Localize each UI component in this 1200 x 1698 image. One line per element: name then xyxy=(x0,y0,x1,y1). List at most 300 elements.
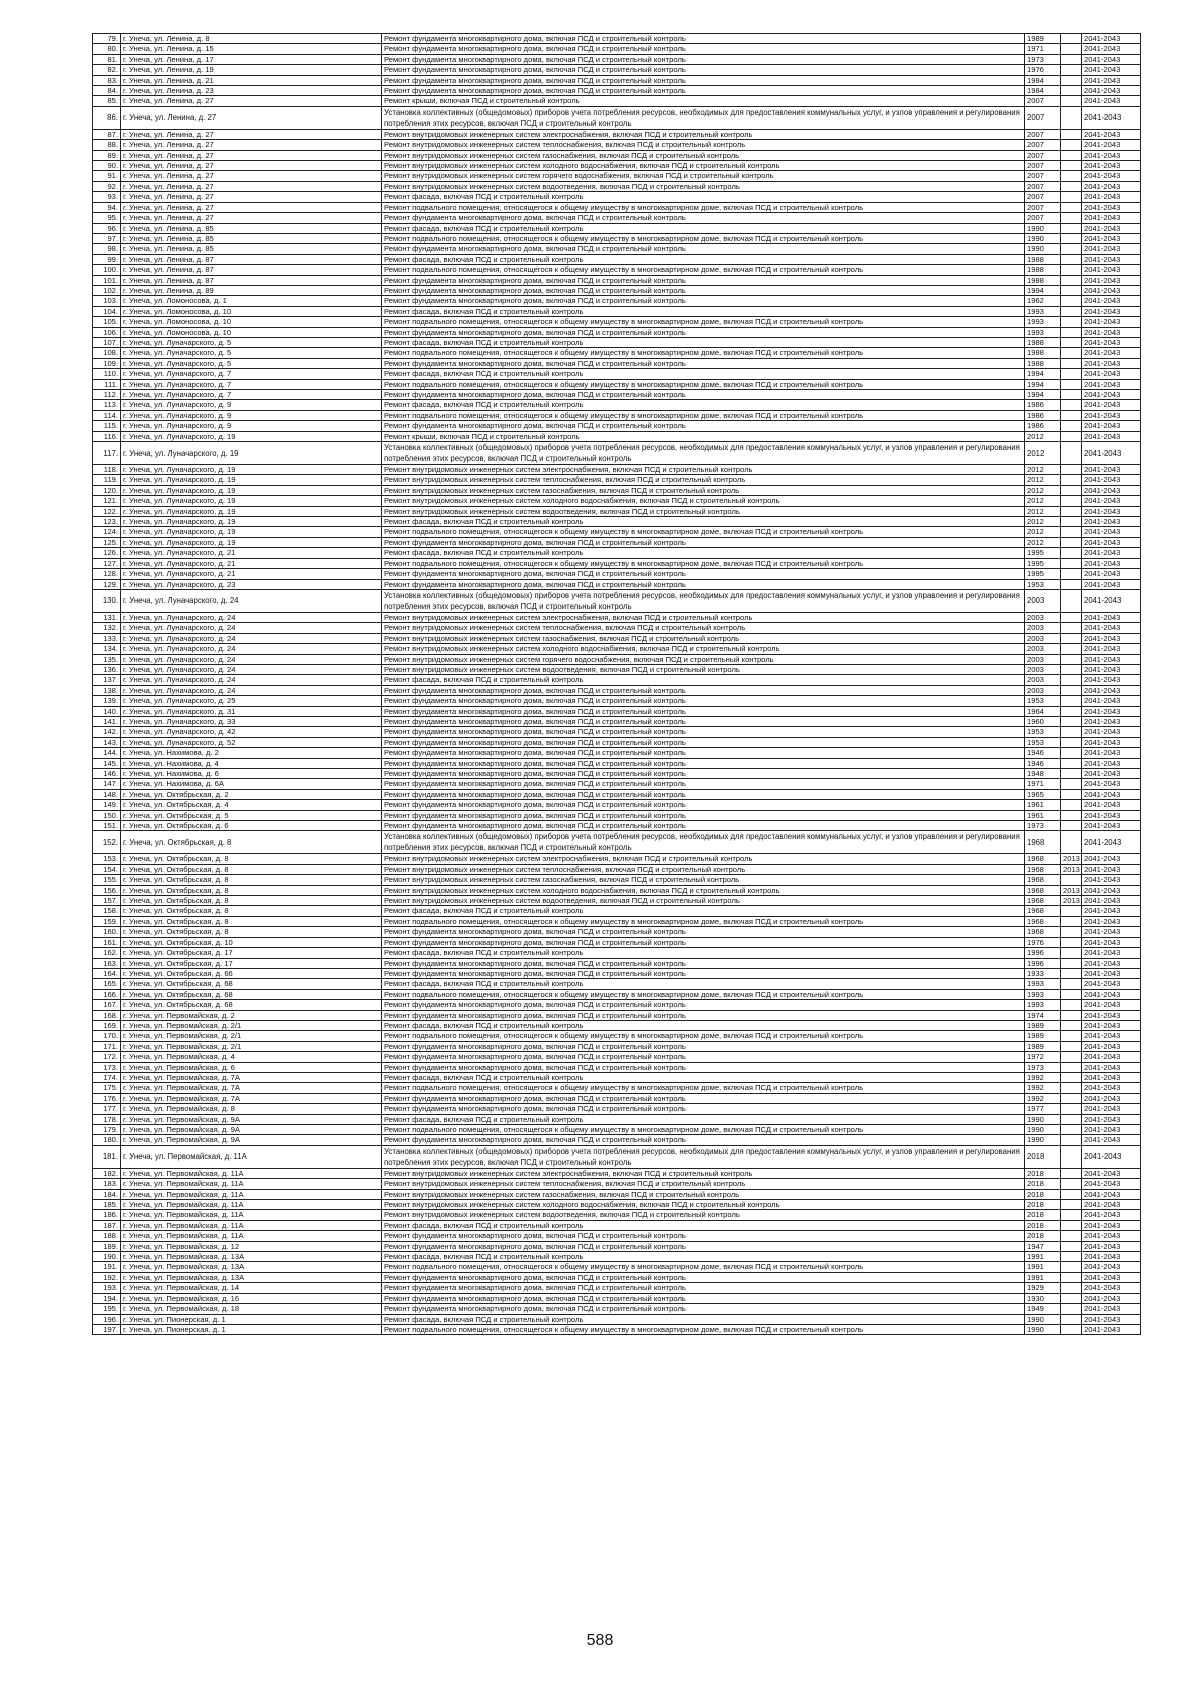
commissioning-year-cell: 1948 xyxy=(1025,769,1061,779)
row-number: 116. xyxy=(93,431,121,441)
planned-period-cell: 2041-2043 xyxy=(1082,348,1141,358)
planned-period-cell: 2041-2043 xyxy=(1082,633,1141,643)
address-cell: г. Унеча, ул. Ленина, д. 27 xyxy=(121,192,382,202)
address-cell: г. Унеча, ул. Пионерская, д. 1 xyxy=(121,1314,382,1324)
address-cell: г. Унеча, ул. Октябрьская, д. 8 xyxy=(121,906,382,916)
commissioning-year-cell: 2018 xyxy=(1025,1231,1061,1241)
address-cell: г. Унеча, ул. Октябрьская, д. 8 xyxy=(121,896,382,906)
last-repair-year-cell xyxy=(1061,317,1082,327)
row-number: 171. xyxy=(93,1041,121,1051)
commissioning-year-cell: 1988 xyxy=(1025,348,1061,358)
planned-period-cell: 2041-2043 xyxy=(1082,1210,1141,1220)
commissioning-year-cell: 1965 xyxy=(1025,789,1061,799)
address-cell: г. Унеча, ул. Первомайская, д. 11А xyxy=(121,1200,382,1210)
address-cell: г. Унеча, ул. Луначарского, д. 19 xyxy=(121,485,382,495)
planned-period-cell: 2041-2043 xyxy=(1082,1293,1141,1303)
row-number: 163. xyxy=(93,958,121,968)
planned-period-cell: 2041-2043 xyxy=(1082,769,1141,779)
work-type-cell: Ремонт фасада, включая ПСД и строительный контроль xyxy=(382,906,1025,916)
row-number: 132. xyxy=(93,623,121,633)
address-cell: г. Унеча, ул. Луначарского, д. 5 xyxy=(121,348,382,358)
work-type-cell: Ремонт фундамента многоквартирного дома, включая ПСД и строительный контроль xyxy=(382,696,1025,706)
address-cell: г. Унеча, ул. Луначарского, д. 7 xyxy=(121,390,382,400)
planned-period-cell: 2041-2043 xyxy=(1082,1262,1141,1272)
planned-period-cell: 2041-2043 xyxy=(1082,327,1141,337)
table-row xyxy=(93,431,1141,441)
table-row xyxy=(93,129,1141,139)
last-repair-year-cell: 2013 xyxy=(1061,896,1082,906)
row-number: 185. xyxy=(93,1200,121,1210)
commissioning-year-cell: 1995 xyxy=(1025,548,1061,558)
last-repair-year-cell xyxy=(1061,1272,1082,1282)
last-repair-year-cell xyxy=(1061,537,1082,547)
work-type-cell: Ремонт фундамента многоквартирного дома, включая ПСД и строительный контроль xyxy=(382,1304,1025,1314)
planned-period-cell: 2041-2043 xyxy=(1082,706,1141,716)
row-number: 102. xyxy=(93,285,121,295)
address-cell: г. Унеча, ул. Ленина, д. 85 xyxy=(121,223,382,233)
commissioning-year-cell: 1989 xyxy=(1025,34,1061,44)
address-cell: г. Унеча, ул. Первомайская, д. 11А xyxy=(121,1210,382,1220)
row-number: 92. xyxy=(93,181,121,191)
last-repair-year-cell xyxy=(1061,442,1082,465)
table-row xyxy=(93,875,1141,885)
work-type-cell: Ремонт фундамента многоквартирного дома, включая ПСД и строительный контроль xyxy=(382,1283,1025,1293)
address-cell: г. Унеча, ул. Ленина, д. 17 xyxy=(121,54,382,64)
work-type-cell: Ремонт фундамента многоквартирного дома, включая ПСД и строительный контроль xyxy=(382,800,1025,810)
commissioning-year-cell: 1933 xyxy=(1025,968,1061,978)
planned-period-cell: 2041-2043 xyxy=(1082,1041,1141,1051)
table-row xyxy=(93,1031,1141,1041)
work-type-cell: Ремонт фасада, включая ПСД и строительный контроль xyxy=(382,1314,1025,1324)
work-type-cell: Ремонт внутридомовых инженерных систем электроснабжения, включая ПСД и строительный контроль xyxy=(382,612,1025,622)
work-type-cell: Ремонт подвального помещения, относящегося к общему имуществу в многоквартирном доме, включая ПСД и строительный контроль xyxy=(382,410,1025,420)
last-repair-year-cell xyxy=(1061,410,1082,420)
last-repair-year-cell xyxy=(1061,369,1082,379)
address-cell: г. Унеча, ул. Луначарского, д. 19 xyxy=(121,475,382,485)
last-repair-year-cell xyxy=(1061,244,1082,254)
last-repair-year-cell xyxy=(1061,1304,1082,1314)
planned-period-cell: 2041-2043 xyxy=(1082,537,1141,547)
last-repair-year-cell xyxy=(1061,748,1082,758)
last-repair-year-cell xyxy=(1061,589,1082,612)
work-type-cell: Ремонт фундамента многоквартирного дома, включая ПСД и строительный контроль xyxy=(382,1093,1025,1103)
work-type-cell: Ремонт фундамента многоквартирного дома, включая ПСД и строительный контроль xyxy=(382,716,1025,726)
table-row xyxy=(93,75,1141,85)
work-type-cell: Ремонт подвального помещения, относящегося к общему имуществу в многоквартирном доме, включая ПСД и строительный контроль xyxy=(382,527,1025,537)
planned-period-cell: 2041-2043 xyxy=(1082,233,1141,243)
commissioning-year-cell: 1995 xyxy=(1025,569,1061,579)
table-row xyxy=(93,1262,1141,1272)
last-repair-year-cell xyxy=(1061,1083,1082,1093)
work-type-cell: Ремонт фундамента многоквартирного дома, включая ПСД и строительный контроль xyxy=(382,789,1025,799)
commissioning-year-cell: 2007 xyxy=(1025,192,1061,202)
row-number: 133. xyxy=(93,633,121,643)
last-repair-year-cell xyxy=(1061,181,1082,191)
row-number: 106. xyxy=(93,327,121,337)
table-row xyxy=(93,1093,1141,1103)
address-cell: г. Унеча, ул. Луначарского, д. 24 xyxy=(121,675,382,685)
last-repair-year-cell xyxy=(1061,223,1082,233)
planned-period-cell: 2041-2043 xyxy=(1082,968,1141,978)
address-cell: г. Унеча, ул. Ленина, д. 27 xyxy=(121,106,382,129)
commissioning-year-cell: 1988 xyxy=(1025,265,1061,275)
work-type-cell: Ремонт фундамента многоквартирного дома, включая ПСД и строительный контроль xyxy=(382,1272,1025,1282)
planned-period-cell: 2041-2043 xyxy=(1082,465,1141,475)
commissioning-year-cell: 1968 xyxy=(1025,831,1061,854)
planned-period-cell: 2041-2043 xyxy=(1082,1072,1141,1082)
planned-period-cell: 2041-2043 xyxy=(1082,558,1141,568)
planned-period-cell: 2041-2043 xyxy=(1082,716,1141,726)
work-type-cell: Ремонт внутридомовых инженерных систем холодного водоснабжения, включая ПСД и строительный контроль xyxy=(382,161,1025,171)
last-repair-year-cell xyxy=(1061,875,1082,885)
commissioning-year-cell: 1988 xyxy=(1025,254,1061,264)
last-repair-year-cell xyxy=(1061,989,1082,999)
work-type-cell: Ремонт фундамента многоквартирного дома, включая ПСД и строительный контроль xyxy=(382,327,1025,337)
work-type-cell: Ремонт фундамента многоквартирного дома, включая ПСД и строительный контроль xyxy=(382,758,1025,768)
row-number: 148. xyxy=(93,789,121,799)
table-row xyxy=(93,1252,1141,1262)
commissioning-year-cell: 1953 xyxy=(1025,696,1061,706)
commissioning-year-cell: 1994 xyxy=(1025,369,1061,379)
work-type-cell: Ремонт фундамента многоквартирного дома, включая ПСД и строительный контроль xyxy=(382,358,1025,368)
commissioning-year-cell: 2018 xyxy=(1025,1168,1061,1178)
table-row xyxy=(93,644,1141,654)
last-repair-year-cell xyxy=(1061,358,1082,368)
planned-period-cell: 2041-2043 xyxy=(1082,1135,1141,1145)
commissioning-year-cell: 2007 xyxy=(1025,181,1061,191)
last-repair-year-cell xyxy=(1061,140,1082,150)
table-row xyxy=(93,1125,1141,1135)
planned-period-cell: 2041-2043 xyxy=(1082,654,1141,664)
address-cell: г. Унеча, ул. Ленина, д. 8 xyxy=(121,34,382,44)
commissioning-year-cell: 1968 xyxy=(1025,875,1061,885)
address-cell: г. Унеча, ул. Луначарского, д. 9 xyxy=(121,421,382,431)
work-type-cell: Ремонт фасада, включая ПСД и строительный контроль xyxy=(382,948,1025,958)
address-cell: г. Унеча, ул. Октябрьская, д. 17 xyxy=(121,958,382,968)
planned-period-cell: 2041-2043 xyxy=(1082,1031,1141,1041)
table-row xyxy=(93,337,1141,347)
last-repair-year-cell xyxy=(1061,1125,1082,1135)
last-repair-year-cell xyxy=(1061,1020,1082,1030)
last-repair-year-cell xyxy=(1061,265,1082,275)
commissioning-year-cell: 1973 xyxy=(1025,821,1061,831)
work-type-cell: Ремонт крыши, включая ПСД и строительный контроль xyxy=(382,431,1025,441)
row-number: 115. xyxy=(93,421,121,431)
planned-period-cell: 2041-2043 xyxy=(1082,748,1141,758)
commissioning-year-cell: 2018 xyxy=(1025,1179,1061,1189)
work-type-cell: Ремонт фундамента многоквартирного дома, включая ПСД и строительный контроль xyxy=(382,1293,1025,1303)
commissioning-year-cell: 1992 xyxy=(1025,1072,1061,1082)
commissioning-year-cell: 1968 xyxy=(1025,927,1061,937)
row-number: 82. xyxy=(93,65,121,75)
table-row xyxy=(93,506,1141,516)
planned-period-cell: 2041-2043 xyxy=(1082,475,1141,485)
last-repair-year-cell xyxy=(1061,675,1082,685)
commissioning-year-cell: 2012 xyxy=(1025,527,1061,537)
work-type-cell: Установка коллективных (общедомовых) приборов учета потребления ресурсов, необходимых для предоставления коммунальных услуг, и узлов управления и регулирования потребления этих ресурсов, включая ПСД и строительный контроль xyxy=(382,442,1025,465)
last-repair-year-cell xyxy=(1061,1072,1082,1082)
address-cell: г. Унеча, ул. Ленина, д. 85 xyxy=(121,244,382,254)
address-cell: г. Унеча, ул. Луначарского, д. 19 xyxy=(121,537,382,547)
address-cell: г. Унеча, ул. Луначарского, д. 52 xyxy=(121,737,382,747)
commissioning-year-cell: 1973 xyxy=(1025,1062,1061,1072)
address-cell: г. Унеча, ул. Пионерская, д. 1 xyxy=(121,1324,382,1334)
row-number: 112. xyxy=(93,390,121,400)
last-repair-year-cell xyxy=(1061,758,1082,768)
row-number: 85. xyxy=(93,96,121,106)
work-type-cell: Ремонт подвального помещения, относящегося к общему имуществу в многоквартирном доме, включая ПСД и строительный контроль xyxy=(382,265,1025,275)
planned-period-cell: 2041-2043 xyxy=(1082,916,1141,926)
table-row xyxy=(93,789,1141,799)
planned-period-cell: 2041-2043 xyxy=(1082,140,1141,150)
last-repair-year-cell xyxy=(1061,664,1082,674)
row-number: 104. xyxy=(93,306,121,316)
row-number: 149. xyxy=(93,800,121,810)
planned-period-cell: 2041-2043 xyxy=(1082,1304,1141,1314)
last-repair-year-cell xyxy=(1061,548,1082,558)
commissioning-year-cell: 1990 xyxy=(1025,233,1061,243)
last-repair-year-cell xyxy=(1061,86,1082,96)
address-cell: г. Унеча, ул. Луначарского, д. 19 xyxy=(121,527,382,537)
commissioning-year-cell: 2003 xyxy=(1025,589,1061,612)
last-repair-year-cell xyxy=(1061,727,1082,737)
commissioning-year-cell: 1930 xyxy=(1025,1293,1061,1303)
table-row xyxy=(93,517,1141,527)
planned-period-cell: 2041-2043 xyxy=(1082,379,1141,389)
commissioning-year-cell: 1946 xyxy=(1025,758,1061,768)
commissioning-year-cell: 2018 xyxy=(1025,1200,1061,1210)
planned-period-cell: 2041-2043 xyxy=(1082,337,1141,347)
work-type-cell: Ремонт подвального помещения, относящегося к общему имуществу в многоквартирном доме, включая ПСД и строительный контроль xyxy=(382,1324,1025,1334)
commissioning-year-cell: 1992 xyxy=(1025,1093,1061,1103)
commissioning-year-cell: 2018 xyxy=(1025,1210,1061,1220)
address-cell: г. Унеча, ул. Первомайская, д. 14 xyxy=(121,1283,382,1293)
table-row xyxy=(93,106,1141,129)
row-number: 136. xyxy=(93,664,121,674)
address-cell: г. Унеча, ул. Ленина, д. 27 xyxy=(121,181,382,191)
table-row xyxy=(93,161,1141,171)
address-cell: г. Унеча, ул. Ломоносова, д. 10 xyxy=(121,317,382,327)
planned-period-cell: 2041-2043 xyxy=(1082,369,1141,379)
commissioning-year-cell: 2007 xyxy=(1025,150,1061,160)
row-number: 96. xyxy=(93,223,121,233)
table-row xyxy=(93,769,1141,779)
commissioning-year-cell: 1996 xyxy=(1025,948,1061,958)
row-number: 98. xyxy=(93,244,121,254)
address-cell: г. Унеча, ул. Первомайская, д. 9А xyxy=(121,1125,382,1135)
address-cell: г. Унеча, ул. Первомайская, д. 4 xyxy=(121,1052,382,1062)
row-number: 83. xyxy=(93,75,121,85)
last-repair-year-cell xyxy=(1061,379,1082,389)
commissioning-year-cell: 1961 xyxy=(1025,800,1061,810)
last-repair-year-cell xyxy=(1061,958,1082,968)
last-repair-year-cell xyxy=(1061,979,1082,989)
commissioning-year-cell: 2012 xyxy=(1025,431,1061,441)
work-type-cell: Ремонт внутридомовых инженерных систем теплоснабжения, включая ПСД и строительный контроль xyxy=(382,140,1025,150)
last-repair-year-cell xyxy=(1061,54,1082,64)
address-cell: г. Унеча, ул. Первомайская, д. 16 xyxy=(121,1293,382,1303)
work-type-cell: Ремонт крыши, включая ПСД и строительный контроль xyxy=(382,96,1025,106)
commissioning-year-cell: 1990 xyxy=(1025,1314,1061,1324)
table-row xyxy=(93,633,1141,643)
row-number: 125. xyxy=(93,537,121,547)
planned-period-cell: 2041-2043 xyxy=(1082,1283,1141,1293)
commissioning-year-cell: 1988 xyxy=(1025,358,1061,368)
row-number: 142. xyxy=(93,727,121,737)
planned-period-cell: 2041-2043 xyxy=(1082,192,1141,202)
table-row xyxy=(93,579,1141,589)
work-type-cell: Ремонт фундамента многоквартирного дома, включая ПСД и строительный контроль xyxy=(382,737,1025,747)
row-number: 86. xyxy=(93,106,121,129)
commissioning-year-cell: 1992 xyxy=(1025,1083,1061,1093)
row-number: 126. xyxy=(93,548,121,558)
address-cell: г. Унеча, ул. Ленина, д. 27 xyxy=(121,150,382,160)
planned-period-cell: 2041-2043 xyxy=(1082,1241,1141,1251)
table-row xyxy=(93,1072,1141,1082)
table-row xyxy=(93,906,1141,916)
commissioning-year-cell: 1993 xyxy=(1025,317,1061,327)
work-type-cell: Установка коллективных (общедомовых) приборов учета потребления ресурсов, необходимых для предоставления коммунальных услуг, и узлов управления и регулирования потребления этих ресурсов, включая ПСД и строительный контроль xyxy=(382,589,1025,612)
last-repair-year-cell xyxy=(1061,1231,1082,1241)
work-type-cell: Установка коллективных (общедомовых) приборов учета потребления ресурсов, необходимых для предоставления коммунальных услуг, и узлов управления и регулирования потребления этих ресурсов, включая ПСД и строительный контроль xyxy=(382,831,1025,854)
commissioning-year-cell: 2012 xyxy=(1025,475,1061,485)
row-number: 189. xyxy=(93,1241,121,1251)
row-number: 137. xyxy=(93,675,121,685)
last-repair-year-cell xyxy=(1061,1262,1082,1272)
table-row xyxy=(93,1145,1141,1168)
table-row xyxy=(93,685,1141,695)
planned-period-cell: 2041-2043 xyxy=(1082,410,1141,420)
work-type-cell: Ремонт внутридомовых инженерных систем холодного водоснабжения, включая ПСД и строительный контроль xyxy=(382,644,1025,654)
row-number: 174. xyxy=(93,1072,121,1082)
table-row xyxy=(93,706,1141,716)
work-type-cell: Ремонт фундамента многоквартирного дома, включая ПСД и строительный контроль xyxy=(382,275,1025,285)
planned-period-cell: 2041-2043 xyxy=(1082,1114,1141,1124)
commissioning-year-cell: 1989 xyxy=(1025,1020,1061,1030)
address-cell: г. Унеча, ул. Луначарского, д. 19 xyxy=(121,517,382,527)
commissioning-year-cell: 1964 xyxy=(1025,706,1061,716)
last-repair-year-cell xyxy=(1061,927,1082,937)
work-type-cell: Ремонт фасада, включая ПСД и строительный контроль xyxy=(382,306,1025,316)
planned-period-cell: 2041-2043 xyxy=(1082,569,1141,579)
table-row xyxy=(93,1293,1141,1303)
row-number: 146. xyxy=(93,769,121,779)
planned-period-cell: 2041-2043 xyxy=(1082,1324,1141,1334)
address-cell: г. Унеча, ул. Ленина, д. 87 xyxy=(121,275,382,285)
commissioning-year-cell: 1986 xyxy=(1025,410,1061,420)
row-number: 90. xyxy=(93,161,121,171)
row-number: 122. xyxy=(93,506,121,516)
address-cell: г. Унеча, ул. Ленина, д. 85 xyxy=(121,233,382,243)
table-row xyxy=(93,296,1141,306)
row-number: 147. xyxy=(93,779,121,789)
row-number: 119. xyxy=(93,475,121,485)
row-number: 150. xyxy=(93,810,121,820)
work-type-cell: Ремонт фундамента многоквартирного дома, включая ПСД и строительный контроль xyxy=(382,390,1025,400)
work-type-cell: Ремонт фундамента многоквартирного дома, включая ПСД и строительный контроль xyxy=(382,821,1025,831)
work-type-cell: Ремонт подвального помещения, относящегося к общему имуществу в многоквартирном доме, включая ПСД и строительный контроль xyxy=(382,202,1025,212)
work-type-cell: Ремонт фундамента многоквартирного дома, включая ПСД и строительный контроль xyxy=(382,421,1025,431)
address-cell: г. Унеча, ул. Первомайская, д. 2/1 xyxy=(121,1041,382,1051)
work-type-cell: Ремонт подвального помещения, относящегося к общему имуществу в многоквартирном доме, включая ПСД и строительный контроль xyxy=(382,916,1025,926)
commissioning-year-cell: 1953 xyxy=(1025,737,1061,747)
row-number: 170. xyxy=(93,1031,121,1041)
work-type-cell: Ремонт внутридомовых инженерных систем водоотведения, включая ПСД и строительный контроль xyxy=(382,506,1025,516)
commissioning-year-cell: 1949 xyxy=(1025,1304,1061,1314)
table-row xyxy=(93,821,1141,831)
table-row xyxy=(93,1210,1141,1220)
planned-period-cell: 2041-2043 xyxy=(1082,737,1141,747)
commissioning-year-cell: 2007 xyxy=(1025,129,1061,139)
table-row xyxy=(93,1135,1141,1145)
row-number: 124. xyxy=(93,527,121,537)
address-cell: г. Унеча, ул. Луначарского, д. 5 xyxy=(121,337,382,347)
commissioning-year-cell: 2012 xyxy=(1025,537,1061,547)
planned-period-cell: 2041-2043 xyxy=(1082,896,1141,906)
table-row xyxy=(93,306,1141,316)
row-number: 193. xyxy=(93,1283,121,1293)
last-repair-year-cell xyxy=(1061,213,1082,223)
table-row xyxy=(93,369,1141,379)
address-cell: г. Унеча, ул. Первомайская, д. 7А xyxy=(121,1072,382,1082)
work-type-cell: Ремонт фундамента многоквартирного дома, включая ПСД и строительный контроль xyxy=(382,927,1025,937)
table-row xyxy=(93,831,1141,854)
commissioning-year-cell: 1968 xyxy=(1025,864,1061,874)
last-repair-year-cell xyxy=(1061,644,1082,654)
table-row xyxy=(93,202,1141,212)
row-number: 109. xyxy=(93,358,121,368)
last-repair-year-cell xyxy=(1061,769,1082,779)
last-repair-year-cell xyxy=(1061,171,1082,181)
planned-period-cell: 2041-2043 xyxy=(1082,1231,1141,1241)
planned-period-cell: 2041-2043 xyxy=(1082,979,1141,989)
row-number: 161. xyxy=(93,937,121,947)
address-cell: г. Унеча, ул. Ленина, д. 87 xyxy=(121,254,382,264)
row-number: 160. xyxy=(93,927,121,937)
table-row xyxy=(93,358,1141,368)
commissioning-year-cell: 1990 xyxy=(1025,1125,1061,1135)
row-number: 80. xyxy=(93,44,121,54)
row-number: 107. xyxy=(93,337,121,347)
address-cell: г. Унеча, ул. Нахимова, д. 6 xyxy=(121,769,382,779)
address-cell: г. Унеча, ул. Луначарского, д. 31 xyxy=(121,706,382,716)
planned-period-cell: 2041-2043 xyxy=(1082,758,1141,768)
address-cell: г. Унеча, ул. Ломоносова, д. 1 xyxy=(121,296,382,306)
work-type-cell: Ремонт фундамента многоквартирного дома, включая ПСД и строительный контроль xyxy=(382,213,1025,223)
last-repair-year-cell xyxy=(1061,506,1082,516)
work-type-cell: Ремонт подвального помещения, относящегося к общему имуществу в многоквартирном доме, включая ПСД и строительный контроль xyxy=(382,558,1025,568)
planned-period-cell: 2041-2043 xyxy=(1082,506,1141,516)
row-number: 103. xyxy=(93,296,121,306)
last-repair-year-cell xyxy=(1061,1210,1082,1220)
commissioning-year-cell: 1990 xyxy=(1025,1114,1061,1124)
planned-period-cell: 2041-2043 xyxy=(1082,1083,1141,1093)
planned-period-cell: 2041-2043 xyxy=(1082,296,1141,306)
planned-period-cell: 2041-2043 xyxy=(1082,548,1141,558)
table-row xyxy=(93,44,1141,54)
commissioning-year-cell: 1962 xyxy=(1025,296,1061,306)
address-cell: г. Унеча, ул. Луначарского, д. 19 xyxy=(121,465,382,475)
address-cell: г. Унеча, ул. Октябрьская, д. 66 xyxy=(121,968,382,978)
address-cell: г. Унеча, ул. Луначарского, д. 24 xyxy=(121,644,382,654)
planned-period-cell: 2041-2043 xyxy=(1082,589,1141,612)
planned-period-cell: 2041-2043 xyxy=(1082,1020,1141,1030)
table-row xyxy=(93,654,1141,664)
work-type-cell: Ремонт фундамента многоквартирного дома, включая ПСД и строительный контроль xyxy=(382,296,1025,306)
table-row xyxy=(93,558,1141,568)
address-cell: г. Унеча, ул. Луначарского, д. 33 xyxy=(121,716,382,726)
commissioning-year-cell: 1993 xyxy=(1025,327,1061,337)
